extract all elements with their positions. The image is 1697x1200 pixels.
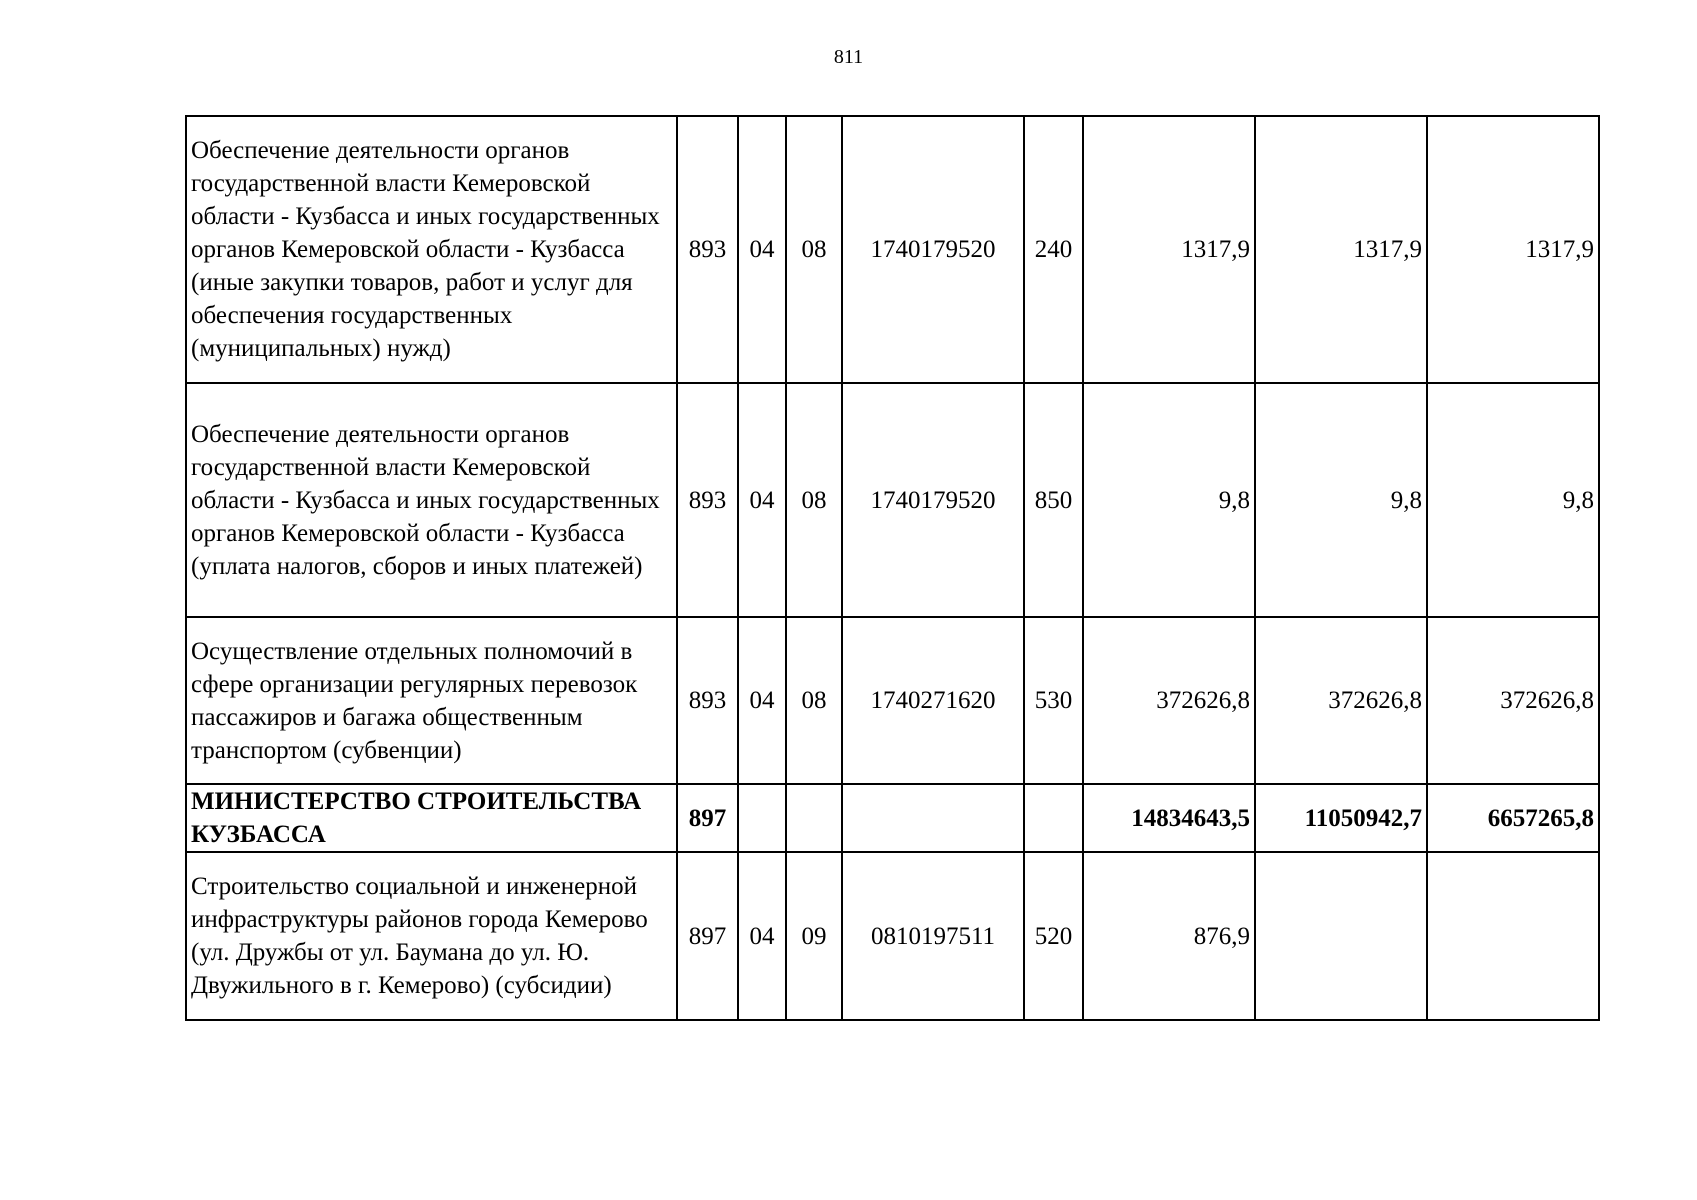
section-code xyxy=(738,784,786,852)
amount-year-3: 9,8 xyxy=(1427,383,1599,617)
subsection-code xyxy=(786,784,842,852)
row-name: МИНИСТЕРСТВО СТРОИТЕЛЬСТВА КУЗБАССА xyxy=(186,784,677,852)
expense-type-code: 520 xyxy=(1024,852,1083,1020)
ministry-code: 897 xyxy=(677,784,738,852)
row-name: Строительство социальной и инженерной инфраструктуры районов города Кемерово (ул. Дружбы от ул. Баумана до ул. Ю. Двужильного в г. Кемерово) (субсидии) xyxy=(186,852,677,1020)
amount-year-1: 1317,9 xyxy=(1083,116,1255,383)
amount-year-1: 372626,8 xyxy=(1083,617,1255,784)
target-article-code: 1740271620 xyxy=(842,617,1024,784)
table-row-ministry-total xyxy=(186,784,1599,852)
table-row xyxy=(186,116,1599,383)
table-row xyxy=(186,617,1599,784)
target-article-code xyxy=(842,784,1024,852)
amount-year-1: 9,8 xyxy=(1083,383,1255,617)
section-code: 04 xyxy=(738,617,786,784)
amount-year-1: 14834643,5 xyxy=(1083,784,1255,852)
table-row xyxy=(186,383,1599,617)
amount-year-2: 9,8 xyxy=(1255,383,1427,617)
target-article-code: 1740179520 xyxy=(842,116,1024,383)
target-article-code: 0810197511 xyxy=(842,852,1024,1020)
row-name: Обеспечение деятельности органов государственной власти Кемеровской области - Кузбасса и иных государственных органов Кемеровской области - Кузбасса (иные закупки товаров, работ и услуг для обеспечения государственных (муниципальных) нужд) xyxy=(186,116,677,383)
amount-year-2: 1317,9 xyxy=(1255,116,1427,383)
amount-year-3: 6657265,8 xyxy=(1427,784,1599,852)
ministry-code: 893 xyxy=(677,383,738,617)
ministry-code: 893 xyxy=(677,116,738,383)
expense-type-code: 240 xyxy=(1024,116,1083,383)
amount-year-2 xyxy=(1255,852,1427,1020)
expense-type-code: 530 xyxy=(1024,617,1083,784)
subsection-code: 08 xyxy=(786,116,842,383)
amount-year-3: 372626,8 xyxy=(1427,617,1599,784)
target-article-code: 1740179520 xyxy=(842,383,1024,617)
ministry-code: 897 xyxy=(677,852,738,1020)
ministry-code: 893 xyxy=(677,617,738,784)
row-name: Осуществление отдельных полномочий в сфере организации регулярных перевозок пассажиров и багажа общественным транспортом (субвенции) xyxy=(186,617,677,784)
amount-year-3: 1317,9 xyxy=(1427,116,1599,383)
section-code: 04 xyxy=(738,116,786,383)
table-row xyxy=(186,852,1599,1020)
page-number: 811 xyxy=(833,46,864,68)
expense-type-code: 850 xyxy=(1024,383,1083,617)
subsection-code: 08 xyxy=(786,383,842,617)
subsection-code: 09 xyxy=(786,852,842,1020)
section-code: 04 xyxy=(738,383,786,617)
amount-year-3 xyxy=(1427,852,1599,1020)
expense-type-code xyxy=(1024,784,1083,852)
amount-year-2: 11050942,7 xyxy=(1255,784,1427,852)
budget-table xyxy=(185,115,1600,1021)
subsection-code: 08 xyxy=(786,617,842,784)
amount-year-1: 876,9 xyxy=(1083,852,1255,1020)
amount-year-2: 372626,8 xyxy=(1255,617,1427,784)
row-name: Обеспечение деятельности органов государственной власти Кемеровской области - Кузбасса и иных государственных органов Кемеровской области - Кузбасса (уплата налогов, сборов и иных платежей) xyxy=(186,383,677,617)
section-code: 04 xyxy=(738,852,786,1020)
